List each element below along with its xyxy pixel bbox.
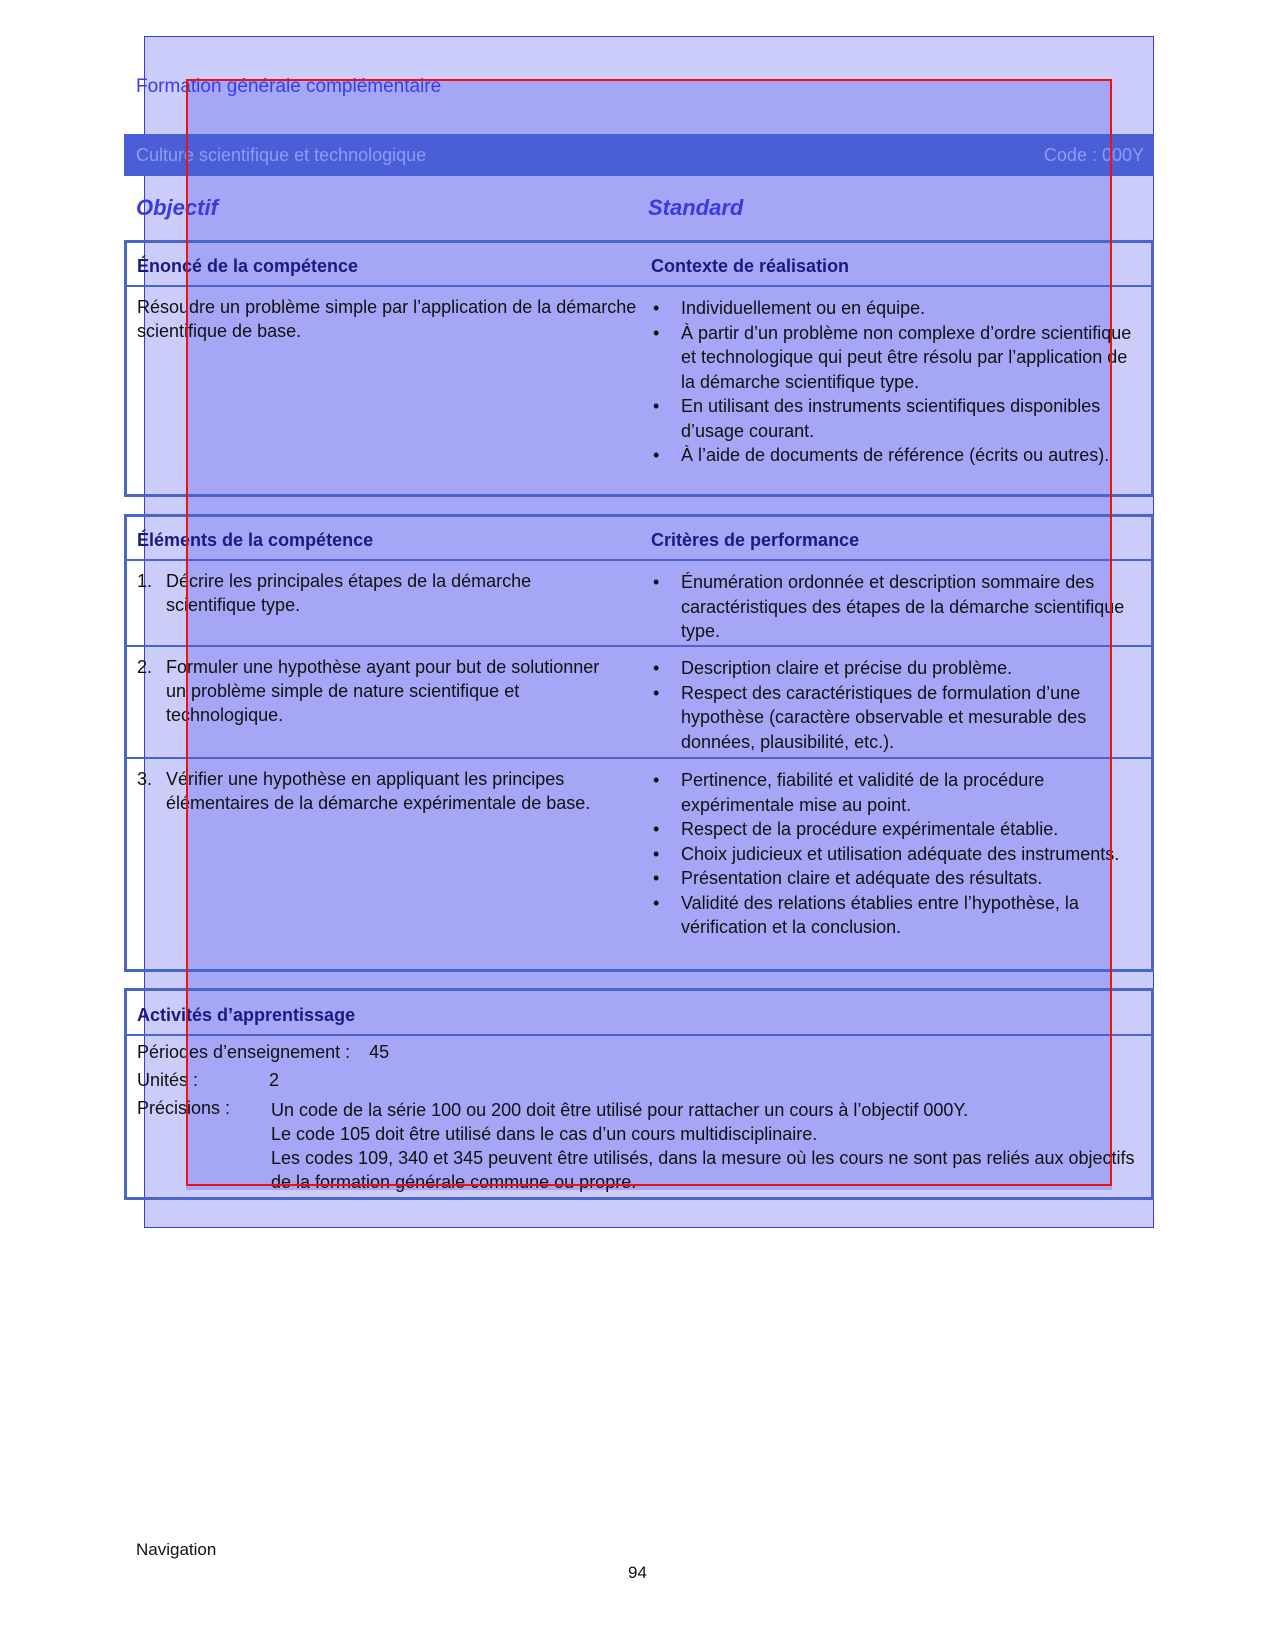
list-item: • Respect de la procédure expérimentale établie. — [651, 817, 1141, 842]
course-name: Culture scientifique et technologique — [136, 145, 427, 165]
element-text: Formuler une hypothèse ayant pour but de solutionner un problème simple de nature scientifique et technologique. — [166, 657, 600, 725]
precision-line: Un code de la série 100 ou 200 doit être utilisé pour rattacher un cours à l’objectif 000Y. — [271, 1100, 969, 1120]
list-item: • En utilisant des instruments scientifiques disponibles d’usage courant. — [651, 394, 1136, 443]
element-2 — [137, 655, 619, 727]
divider — [127, 559, 1151, 561]
periodes-row — [137, 1042, 389, 1063]
element-text: Vérifier une hypothèse en appliquant les principes élémentaires de la démarche expérimentale de base. — [166, 769, 591, 813]
criteria-list-2 — [651, 656, 1141, 754]
element-text: Décrire les principales étapes de la démarche scientifique type. — [166, 571, 532, 615]
page-number: 94 — [628, 1563, 647, 1582]
standard-heading: Standard — [648, 195, 744, 220]
elements-header: Éléments de la compétence — [137, 530, 374, 550]
periodes-label: Périodes d’enseignement : — [137, 1042, 351, 1062]
criteres-header: Critères de performance — [651, 530, 860, 550]
criteria-list-1 — [651, 570, 1141, 644]
enonce-section — [124, 240, 1154, 497]
unites-row — [137, 1070, 279, 1091]
objectif-heading: Objectif — [136, 195, 218, 220]
divider — [127, 285, 1151, 287]
course-band — [124, 134, 1154, 176]
unites-value: 2 — [269, 1070, 280, 1090]
contexte-header: Contexte de réalisation — [651, 256, 850, 276]
element-number: 1. — [137, 571, 153, 591]
element-number: 3. — [137, 769, 153, 789]
element-number: 2. — [137, 657, 153, 677]
list-item: • À partir d’un problème non complexe d’ordre scientifique et technologique qui peut être résolu par l’application de la démarche scientifique type. — [651, 321, 1136, 395]
activites-section — [124, 988, 1154, 1200]
precision-line: Le code 105 doit être utilisé dans le cas d’un cours multidisciplinaire. — [271, 1124, 818, 1144]
precisions-label: Précisions : — [137, 1098, 231, 1118]
unites-label: Unités : — [137, 1070, 199, 1090]
list-item: • Choix judicieux et utilisation adéquate des instruments. — [651, 842, 1141, 867]
list-item: • Respect des caractéristiques de formulation d’une hypothèse (caractère observable et mesurable des données, plausibilité, etc.). — [651, 681, 1141, 755]
navigation-link[interactable]: Navigation — [136, 1540, 217, 1559]
precisions-list — [271, 1098, 1141, 1194]
list-item: • Présentation claire et adéquate des résultats. — [651, 866, 1141, 891]
list-item: • Énumération ordonnée et description sommaire des caractéristiques des étapes de la démarche scientifique type. — [651, 570, 1141, 644]
document-title: Formation générale complémentaire — [136, 76, 442, 97]
precision-line: Les codes 109, 340 et 345 peuvent être utilisés, dans la mesure où les cours ne sont pas reliés aux objectifs de la formation générale commune ou propre. — [271, 1148, 1135, 1192]
list-item: • Description claire et précise du problème. — [651, 656, 1141, 681]
enonce-header: Énoncé de la compétence — [137, 256, 359, 276]
list-item: • À l’aide de documents de référence (écrits ou autres). — [651, 443, 1136, 468]
list-item: • Pertinence, fiabilité et validité de la procédure expérimentale mise au point. — [651, 768, 1141, 817]
activites-header: Activités d’apprentissage — [137, 1005, 356, 1025]
divider — [127, 757, 1151, 759]
element-3 — [137, 767, 619, 815]
criteria-list-3 — [651, 768, 1141, 940]
elements-section — [124, 514, 1154, 972]
element-1 — [137, 569, 619, 617]
divider — [127, 645, 1151, 647]
periodes-value: 45 — [369, 1042, 390, 1062]
list-item: • Individuellement ou en équipe. — [651, 296, 1136, 321]
list-item: • Validité des relations établies entre l’hypothèse, la vérification et la conclusion. — [651, 891, 1141, 940]
divider — [127, 1034, 1151, 1036]
contexte-list — [651, 296, 1136, 468]
enonce-text: Résoudre un problème simple par l’application de la démarche scientifique de base. — [137, 297, 637, 341]
course-code: Code : 000Y — [1043, 145, 1144, 165]
